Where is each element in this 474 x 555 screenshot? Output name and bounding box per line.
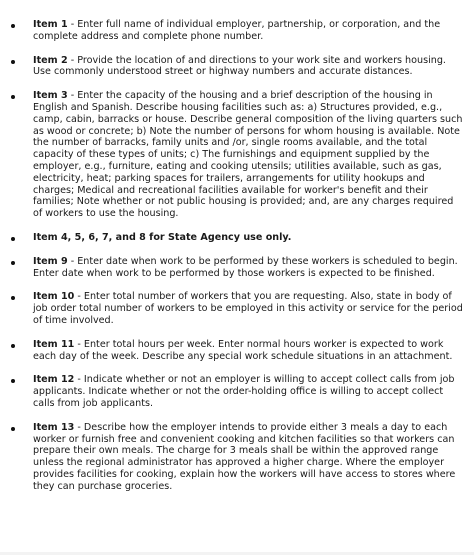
- item-label: Item 1: [33, 19, 68, 30]
- item-text: - Provide the location of and directions to your work site and workers housing. Use commonly understood street or highway numbers and accurate distances.: [33, 54, 446, 78]
- bullet-icon: [11, 296, 15, 300]
- bullet-icon: [11, 379, 15, 383]
- item-text: - Enter date when work to be performed by these workers is scheduled to begin. Enter date when work to be performed by those workers is expected to be finished.: [33, 255, 458, 279]
- item-label: Item 11: [33, 338, 75, 350]
- list-item-item-1: [0, 19, 474, 43]
- list-item-item-2: [0, 55, 474, 79]
- item-label: Item 3: [33, 90, 68, 102]
- bullet-icon: [11, 427, 15, 431]
- item-text: - Enter full name of individual employer, partnership, or corporation, and the complete address and complete phone number.: [33, 19, 441, 42]
- item-label: Item 12: [33, 374, 75, 386]
- list-item-item-10: [0, 291, 474, 326]
- item-label: Item 4, 5, 6, 7, and 8 for State Agency use only.: [33, 231, 292, 243]
- item-label: Item 9: [33, 255, 68, 267]
- item-text: - Enter total hours per week. Enter normal hours worker is expected to work each day of the week. Describe any special work schedule situations in an attachment.: [33, 338, 453, 362]
- bullet-icon: [11, 261, 15, 265]
- item-text: - Enter the capacity of the housing and a brief description of the housing in English and Spanish. Describe housing facilities such as: a) Structures provided, e.g., camp, cabin, barracks or house. Describe general composition of the living quarters such as wood or concrete; b) Note the number of persons for whom housing is available. Note the number of barracks, family units and /or, single rooms available, and the total capacity of these types of units; c) The furnishings and equipment supplied by the employer, e.g., furniture, eating and cooking utensils; utilities available, such as gas, electricity, heat; parking spaces for trailers, arrangements for utility hookups and charges; Medical and recreational facilities available for worker's benefit and their families; Note whether or not public housing is provided; and, are any charges required of workers to use the housing.: [33, 90, 463, 220]
- list-item-item-11: [0, 339, 474, 363]
- item-text: - Indicate whether or not an employer is willing to accept collect calls from job applicants. Indicate whether or not the order-holding office is willing to accept collect calls from job applicants.: [33, 374, 455, 409]
- bullet-icon: [11, 60, 15, 64]
- list-item-item-3: [0, 90, 474, 220]
- instruction-list: [0, 19, 474, 505]
- bullet-icon: [11, 344, 15, 348]
- list-item-items-4-8: [0, 232, 474, 244]
- item-text: - Enter total number of workers that you are requesting. Also, state in body of job order total number of workers to be employed in this activity or service for the period of time involved.: [33, 291, 463, 326]
- item-text: - Describe how the employer intends to provide either 3 meals a day to each worker or furnish free and convenient cooking and kitchen facilities so that workers can prepare their own meals. The charge for 3 meals shall be within the approved range unless the regional administrator has approved a higher charge. Where the employer provides facilities for cooking, explain how the workers will have access to stores where they can purchase groceries.: [33, 421, 456, 492]
- list-item-item-13: [0, 422, 474, 493]
- item-label: Item 2: [33, 54, 68, 66]
- list-item-item-9: [0, 256, 474, 280]
- item-label: Item 13: [33, 421, 75, 433]
- bullet-icon: [11, 237, 15, 241]
- bullet-icon: [11, 24, 15, 28]
- item-label: Item 10: [33, 291, 75, 303]
- list-item-item-12: [0, 374, 474, 409]
- bullet-icon: [11, 95, 15, 99]
